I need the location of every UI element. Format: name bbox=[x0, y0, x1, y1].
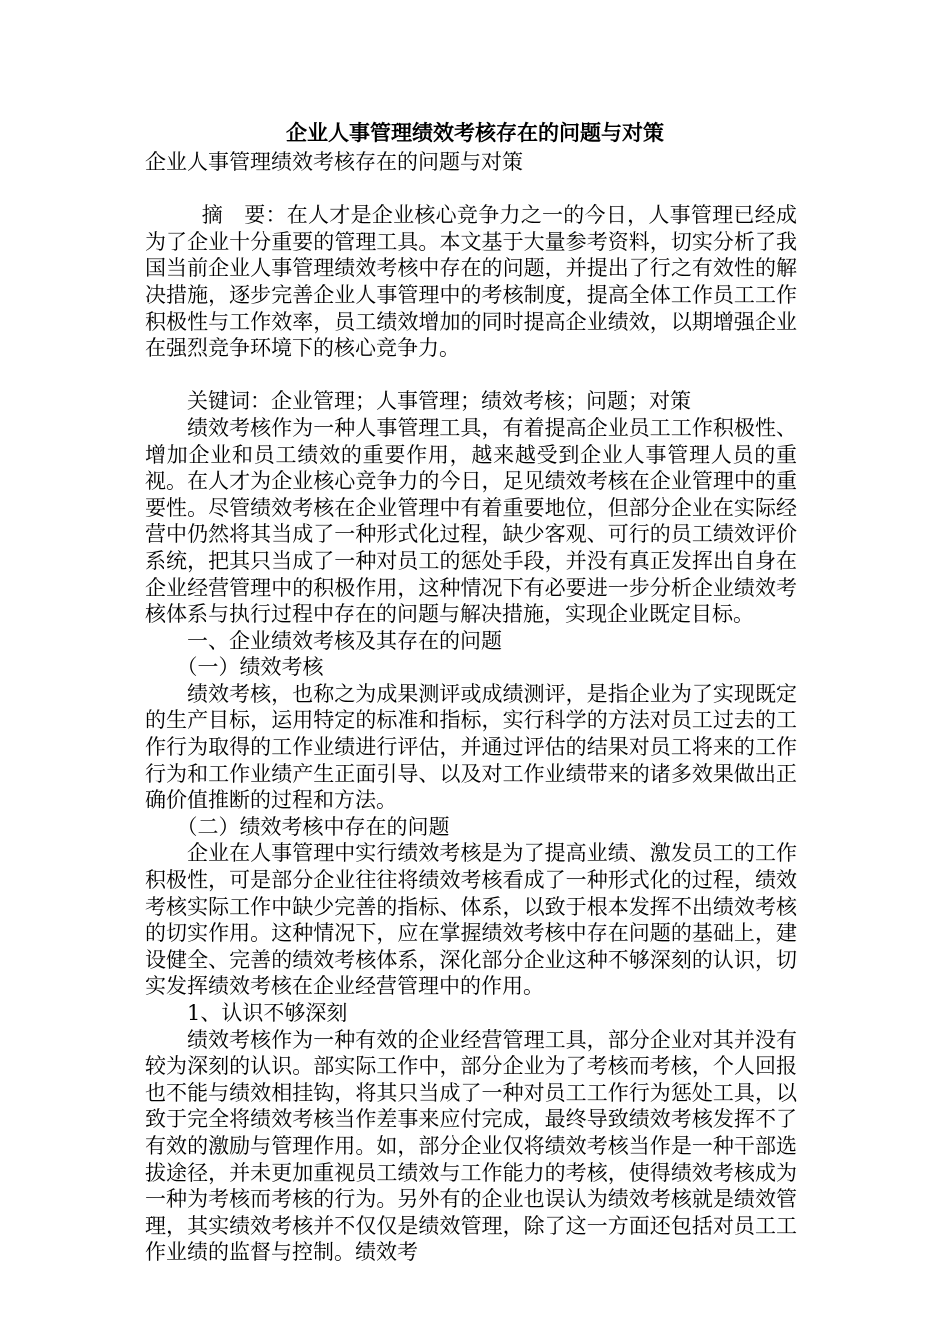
subsection-paragraph: 企业在人事管理中实行绩效考核是为了提高业绩、激发员工的工作积极性，可是部分企业往往将绩效考核看成了一种形式化的过程，绩效考核实际工作中缺少完善的指标、体系，以致于根本发挥不出绩效考核的切实作用。这种情况下，应在掌握绩效考核中存在问题的基础上，建设健全、完善的绩效考核体系，深化部分企业这种不够深刻的认识，切实发挥绩效考核在企业经营管理中的作用。 bbox=[145, 841, 797, 999]
document-title: 企业人事管理绩效考核存在的问题与对策 bbox=[286, 120, 664, 145]
section-heading: 一、企业绩效考核及其存在的问题 bbox=[187, 628, 502, 653]
abstract-paragraph: 摘 要：在人才是企业核心竞争力之一的今日，人事管理已经成为了企业十分重要的管理工具。本文基于大量参考资料，切实分析了我国当前企业人事管理绩效考核中存在的问题，并提出了行之有效性的解决措施，逐步完善企业人事管理中的考核制度，提高全体工作员工工作积极性与工作效率，员工绩效增加的同时提高企业绩效，以期增强企业在强烈竞争环境下的核心竞争力。 bbox=[145, 203, 797, 361]
subsection-paragraph: 绩效考核，也称之为成果测评或成绩测评，是指企业为了实现既定的生产目标，运用特定的标准和指标，实行科学的方法对员工过去的工作行为取得的工作业绩进行评估，并通过评估的结果对员工将来的工作行为和工作业绩产生正面引导、以及对工作业绩带来的诸多效果做出正确价值推断的过程和方法。 bbox=[145, 681, 797, 813]
subsection-heading: （一）绩效考核 bbox=[176, 655, 324, 680]
point-heading: 1、认识不够深刻 bbox=[187, 1001, 348, 1025]
blank-line bbox=[145, 176, 797, 203]
intro-paragraph: 绩效考核作为一种人事管理工具，有着提高企业员工工作积极性、增加企业和员工绩效的重要作用，越来越受到企业人事管理人员的重视。在人才为企业核心竞争力的今日，足见绩效考核在企业管理中的重要性。尽管绩效考核在企业管理中有着重要地位，但部分企业在实际经营中仍然将其当成了一种形式化过程，缺少客观、可行的员工绩效评价系统，把其只当成了一种对员工的惩处手段，并没有真正发挥出自身在企业经营管理中的积极作用，这种情况下有必要进一步分析企业绩效考核体系与执行过程中存在的问题与解决措施，实现企业既定目标。 bbox=[145, 415, 797, 627]
subsection-heading: （二）绩效考核中存在的问题 bbox=[176, 814, 450, 839]
document-subtitle: 企业人事管理绩效考核存在的问题与对策 bbox=[145, 150, 523, 174]
keywords-line: 关键词：企业管理；人事管理；绩效考核；问题；对策 bbox=[187, 389, 691, 414]
point-paragraph: 绩效考核作为一种有效的企业经营管理工具，部分企业对其并没有较为深刻的认识。部实际工作中，部分企业为了考核而考核，个人回报也不能与绩效相挂钩，将其只当成了一种对员工工作行为惩处工具，以致于完全将绩效考核当作差事来应付完成，最终导致绩效考核发挥不了有效的激励与管理作用。如，部分企业仅将绩效考核当作是一种干部选拔途径，并未更加重视员工绩效与工作能力的考核，使得绩效考核成为一种为考核而考核的行为。另外有的企业也误认为绩效考核就是绩效管理，其实绩效考核并不仅仅是绩效管理，除了这一方面还包括对员工工作业绩的监督与控制。绩效考 bbox=[145, 1027, 797, 1265]
blank-line bbox=[145, 362, 797, 389]
document-body bbox=[145, 149, 797, 1266]
